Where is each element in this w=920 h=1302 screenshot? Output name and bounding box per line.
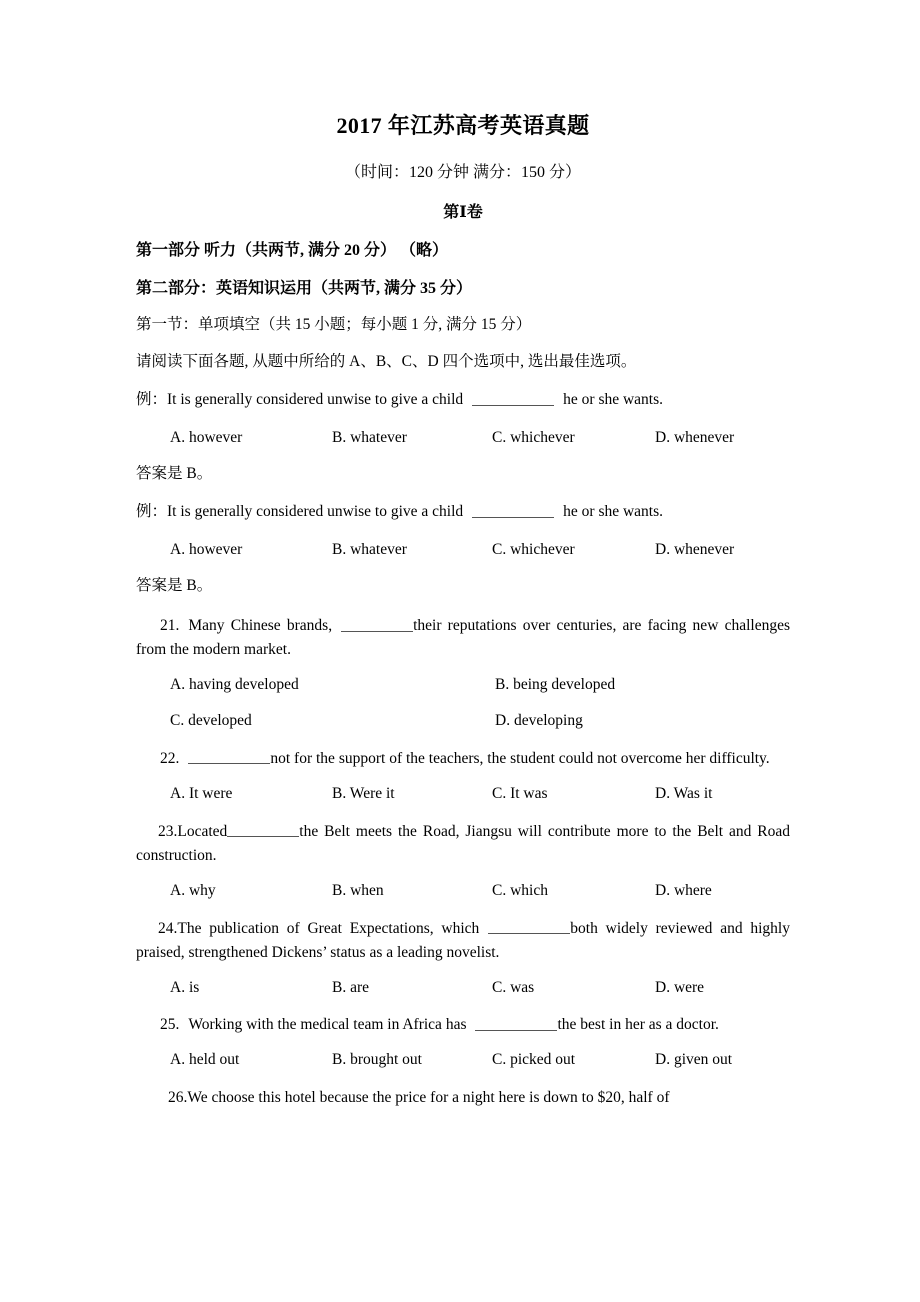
part-one-heading: 第一部分 听力（共两节, 满分 20 分） （略）	[136, 242, 449, 260]
question-number: 21.	[160, 616, 180, 634]
answer-blank	[188, 749, 270, 765]
option-b: B. whatever	[332, 429, 407, 447]
option-a: A. is	[170, 978, 200, 996]
option-a: A. having developed	[170, 675, 299, 693]
question-number: 23.	[158, 822, 178, 840]
option-d: D. were	[655, 978, 705, 996]
question-options	[136, 1050, 790, 1071]
question-options	[136, 978, 790, 999]
question-number: 24.	[158, 919, 178, 937]
option-c: C. It was	[492, 784, 548, 802]
question-stem-after: the Belt meets the Road, Jiangsu will contribute more to the Belt and Road construction.	[136, 822, 790, 864]
answer-blank	[472, 502, 554, 518]
question-number: 22.	[160, 749, 180, 767]
page-title: 2017 年江苏高考英语真题	[336, 113, 590, 138]
question-stem-after: not for the support of the teachers, the student could not overcome her difficulty.	[270, 749, 770, 767]
exam-meta-line: （时间：120 分钟 满分：150 分）	[344, 163, 581, 181]
answer-blank	[475, 1016, 557, 1032]
question-stem-before: The publication of Great Expectations, which	[177, 919, 480, 937]
question-stem-after: their reputations over centuries, are facing new challenges from the modern market.	[136, 616, 790, 658]
question-options	[136, 784, 790, 805]
example-answer: 答案是 B。	[136, 576, 213, 594]
option-d: D. where	[655, 881, 712, 899]
example-options	[136, 540, 790, 561]
question-options	[136, 881, 790, 902]
answer-blank	[488, 919, 570, 935]
option-a: A. however	[170, 540, 243, 558]
option-b: B. whatever	[332, 540, 407, 558]
example-label: 例：	[136, 502, 168, 520]
option-c: C. which	[492, 881, 548, 899]
option-a: A. however	[170, 429, 243, 447]
option-b: B. when	[332, 881, 384, 899]
option-b: B. are	[332, 978, 370, 996]
option-b: B. being developed	[495, 675, 616, 693]
answer-blank	[227, 822, 299, 838]
option-d: D. whenever	[655, 540, 735, 558]
example-label: 例：	[136, 391, 168, 409]
top-spacer	[136, 0, 790, 112]
question-stem	[136, 1086, 790, 1110]
question-stem	[136, 917, 790, 965]
option-a: A. held out	[170, 1051, 240, 1069]
answer-blank	[341, 616, 413, 632]
example-stem-after: he or she wants.	[563, 502, 664, 520]
option-b: B. brought out	[332, 1051, 422, 1069]
part-two-heading: 第二部分：英语知识运用（共两节, 满分 35 分）	[136, 279, 473, 297]
option-d: D. Was it	[655, 784, 713, 802]
example-stem-after: he or she wants.	[563, 391, 664, 409]
question-options	[136, 675, 790, 696]
option-d: D. developing	[495, 711, 583, 729]
example-stem-before: It is generally considered unwise to give a child	[167, 502, 464, 520]
option-c: C. picked out	[492, 1051, 576, 1069]
option-c: C. developed	[170, 711, 252, 729]
example-options	[136, 428, 790, 449]
question-number: 26.	[168, 1089, 188, 1107]
option-c: C. was	[492, 978, 535, 996]
answer-blank	[472, 390, 554, 406]
example-stem	[136, 390, 790, 411]
option-b: B. Were it	[332, 784, 395, 802]
question-options	[136, 711, 790, 732]
question-stem	[136, 820, 790, 868]
question-stem	[136, 1013, 790, 1037]
option-c: C. whichever	[492, 429, 575, 447]
question-stem	[136, 614, 790, 662]
paper-heading: 第Ⅰ卷	[443, 204, 483, 222]
option-a: A. It were	[170, 784, 233, 802]
question-stem-before: Working with the medical team in Africa has	[188, 1016, 467, 1034]
option-d: D. whenever	[655, 429, 735, 447]
example-answer: 答案是 B。	[136, 465, 213, 483]
question-number: 25.	[160, 1016, 180, 1034]
question-stem	[136, 747, 790, 771]
question-stem-before: We choose this hotel because the price for a night here is down to $20, half of	[187, 1089, 670, 1107]
question-stem-after: the best in her as a doctor.	[557, 1016, 719, 1034]
option-c: C. whichever	[492, 540, 575, 558]
question-stem-after: both widely reviewed and highly praised, strengthened Dickens’ status as a leading novelist.	[136, 919, 790, 961]
question-stem-before: Many Chinese brands,	[188, 616, 333, 634]
example-stem	[136, 502, 790, 523]
instruction-text: 请阅读下面各题, 从题中所给的 A、B、C、D 四个选项中, 选出最佳选项。	[136, 353, 637, 371]
question-stem-before: Located	[177, 822, 228, 840]
example-stem-before: It is generally considered unwise to give a child	[167, 391, 464, 409]
option-d: D. given out	[655, 1051, 733, 1069]
section-one-heading: 第一节：单项填空（共 15 小题；每小题 1 分, 满分 15 分）	[136, 316, 532, 334]
option-a: A. why	[170, 881, 216, 899]
